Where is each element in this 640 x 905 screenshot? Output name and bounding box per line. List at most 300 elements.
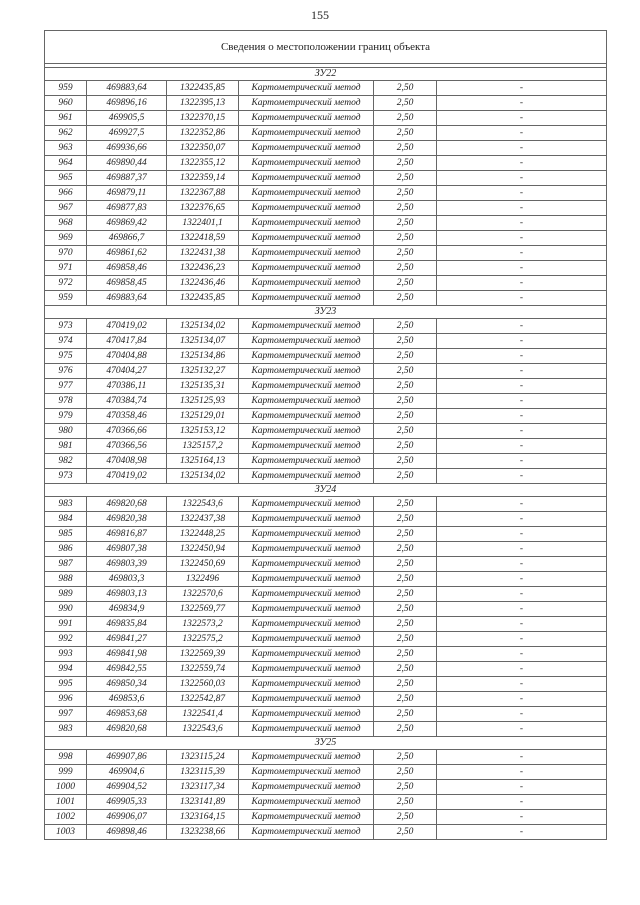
point-number-cell: 966	[45, 186, 87, 201]
description-cell: -	[437, 216, 607, 231]
method-cell: Картометрический метод	[239, 825, 374, 840]
point-number-cell: 973	[45, 469, 87, 484]
accuracy-cell: 2,50	[374, 469, 437, 484]
method-cell: Картометрический метод	[239, 96, 374, 111]
method-cell: Картометрический метод	[239, 186, 374, 201]
table-row	[45, 111, 607, 126]
x-coordinate-cell: 470386,11	[87, 379, 167, 394]
y-coordinate-cell: 1322560,03	[167, 677, 239, 692]
accuracy-cell: 2,50	[374, 647, 437, 662]
point-number-cell: 968	[45, 216, 87, 231]
table-row	[45, 677, 607, 692]
y-coordinate-cell: 1322359,14	[167, 171, 239, 186]
table-row	[45, 810, 607, 825]
x-coordinate-cell: 469841,27	[87, 632, 167, 647]
x-coordinate-cell: 469803,3	[87, 572, 167, 587]
point-number-cell: 1001	[45, 795, 87, 810]
point-number-cell: 961	[45, 111, 87, 126]
table-row	[45, 469, 607, 484]
point-number-cell: 962	[45, 126, 87, 141]
accuracy-cell: 2,50	[374, 454, 437, 469]
point-number-cell: 982	[45, 454, 87, 469]
x-coordinate-cell: 470419,02	[87, 469, 167, 484]
y-coordinate-cell: 1322575,2	[167, 632, 239, 647]
x-coordinate-cell: 469842,55	[87, 662, 167, 677]
method-cell: Картометрический метод	[239, 692, 374, 707]
y-coordinate-cell: 1322450,94	[167, 542, 239, 557]
table-title-row	[45, 31, 607, 64]
table-row	[45, 291, 607, 306]
x-coordinate-cell: 469904,52	[87, 780, 167, 795]
description-cell: -	[437, 795, 607, 810]
point-number-cell: 984	[45, 512, 87, 527]
method-cell: Картометрический метод	[239, 409, 374, 424]
x-coordinate-cell: 469906,07	[87, 810, 167, 825]
description-cell: -	[437, 186, 607, 201]
point-number-cell: 959	[45, 291, 87, 306]
table-row	[45, 647, 607, 662]
method-cell: Картометрический метод	[239, 156, 374, 171]
y-coordinate-cell: 1322418,59	[167, 231, 239, 246]
y-coordinate-cell: 1323164,15	[167, 810, 239, 825]
accuracy-cell: 2,50	[374, 587, 437, 602]
y-coordinate-cell: 1322435,85	[167, 291, 239, 306]
method-cell: Картометрический метод	[239, 632, 374, 647]
point-number-cell: 972	[45, 276, 87, 291]
y-coordinate-cell: 1322569,39	[167, 647, 239, 662]
y-coordinate-cell: 1322448,25	[167, 527, 239, 542]
y-coordinate-cell: 1323117,34	[167, 780, 239, 795]
accuracy-cell: 2,50	[374, 111, 437, 126]
description-cell: -	[437, 677, 607, 692]
description-cell: -	[437, 364, 607, 379]
description-cell: -	[437, 96, 607, 111]
x-coordinate-cell: 469807,38	[87, 542, 167, 557]
y-coordinate-cell: 1325134,07	[167, 334, 239, 349]
y-coordinate-cell: 1322542,87	[167, 692, 239, 707]
x-coordinate-cell: 469850,34	[87, 677, 167, 692]
accuracy-cell: 2,50	[374, 186, 437, 201]
x-coordinate-cell: 469834,9	[87, 602, 167, 617]
table-row	[45, 527, 607, 542]
point-number-cell: 974	[45, 334, 87, 349]
accuracy-cell: 2,50	[374, 662, 437, 677]
x-coordinate-cell: 470408,98	[87, 454, 167, 469]
method-cell: Картометрический метод	[239, 424, 374, 439]
x-coordinate-cell: 469816,87	[87, 527, 167, 542]
description-cell: -	[437, 469, 607, 484]
x-coordinate-cell: 469853,68	[87, 707, 167, 722]
description-cell: -	[437, 750, 607, 765]
method-cell: Картометрический метод	[239, 261, 374, 276]
y-coordinate-cell: 1322355,12	[167, 156, 239, 171]
description-cell: -	[437, 334, 607, 349]
method-cell: Картометрический метод	[239, 349, 374, 364]
section-title: ЗУ25	[45, 737, 607, 750]
y-coordinate-cell: 1322350,07	[167, 141, 239, 156]
method-cell: Картометрический метод	[239, 795, 374, 810]
accuracy-cell: 2,50	[374, 722, 437, 737]
description-cell: -	[437, 291, 607, 306]
x-coordinate-cell: 469905,5	[87, 111, 167, 126]
method-cell: Картометрический метод	[239, 126, 374, 141]
description-cell: -	[437, 722, 607, 737]
point-number-cell: 993	[45, 647, 87, 662]
table-row	[45, 497, 607, 512]
accuracy-cell: 2,50	[374, 276, 437, 291]
description-cell: -	[437, 201, 607, 216]
method-cell: Картометрический метод	[239, 319, 374, 334]
method-cell: Картометрический метод	[239, 662, 374, 677]
point-number-cell: 997	[45, 707, 87, 722]
description-cell: -	[437, 81, 607, 96]
section-header-row	[45, 68, 607, 81]
y-coordinate-cell: 1322435,85	[167, 81, 239, 96]
x-coordinate-cell: 469861,62	[87, 246, 167, 261]
y-coordinate-cell: 1322436,23	[167, 261, 239, 276]
accuracy-cell: 2,50	[374, 424, 437, 439]
point-number-cell: 985	[45, 527, 87, 542]
description-cell: -	[437, 126, 607, 141]
accuracy-cell: 2,50	[374, 439, 437, 454]
x-coordinate-cell: 469820,38	[87, 512, 167, 527]
method-cell: Картометрический метод	[239, 141, 374, 156]
point-number-cell: 981	[45, 439, 87, 454]
accuracy-cell: 2,50	[374, 765, 437, 780]
point-number-cell: 1002	[45, 810, 87, 825]
method-cell: Картометрический метод	[239, 334, 374, 349]
accuracy-cell: 2,50	[374, 795, 437, 810]
description-cell: -	[437, 527, 607, 542]
method-cell: Картометрический метод	[239, 647, 374, 662]
description-cell: -	[437, 557, 607, 572]
table-row	[45, 216, 607, 231]
point-number-cell: 960	[45, 96, 87, 111]
y-coordinate-cell: 1325134,86	[167, 349, 239, 364]
section-title: ЗУ24	[45, 484, 607, 497]
table-row	[45, 201, 607, 216]
x-coordinate-cell: 469927,5	[87, 126, 167, 141]
table-row	[45, 246, 607, 261]
table-row	[45, 409, 607, 424]
point-number-cell: 979	[45, 409, 87, 424]
point-number-cell: 983	[45, 722, 87, 737]
accuracy-cell: 2,50	[374, 617, 437, 632]
accuracy-cell: 2,50	[374, 261, 437, 276]
table-row	[45, 126, 607, 141]
x-coordinate-cell: 469820,68	[87, 497, 167, 512]
y-coordinate-cell: 1322541,4	[167, 707, 239, 722]
point-number-cell: 996	[45, 692, 87, 707]
point-number-cell: 971	[45, 261, 87, 276]
table-row	[45, 602, 607, 617]
table-row	[45, 587, 607, 602]
x-coordinate-cell: 469877,83	[87, 201, 167, 216]
x-coordinate-cell: 469841,98	[87, 647, 167, 662]
method-cell: Картометрический метод	[239, 231, 374, 246]
x-coordinate-cell: 469803,39	[87, 557, 167, 572]
method-cell: Картометрический метод	[239, 617, 374, 632]
y-coordinate-cell: 1322543,6	[167, 722, 239, 737]
accuracy-cell: 2,50	[374, 677, 437, 692]
description-cell: -	[437, 141, 607, 156]
section-title: ЗУ22	[45, 68, 607, 81]
x-coordinate-cell: 470404,27	[87, 364, 167, 379]
method-cell: Картометрический метод	[239, 394, 374, 409]
point-number-cell: 963	[45, 141, 87, 156]
table-row	[45, 454, 607, 469]
accuracy-cell: 2,50	[374, 602, 437, 617]
y-coordinate-cell: 1322450,69	[167, 557, 239, 572]
method-cell: Картометрический метод	[239, 497, 374, 512]
accuracy-cell: 2,50	[374, 201, 437, 216]
accuracy-cell: 2,50	[374, 216, 437, 231]
point-number-cell: 983	[45, 497, 87, 512]
accuracy-cell: 2,50	[374, 171, 437, 186]
table-row	[45, 617, 607, 632]
accuracy-cell: 2,50	[374, 527, 437, 542]
description-cell: -	[437, 319, 607, 334]
method-cell: Картометрический метод	[239, 379, 374, 394]
method-cell: Картометрический метод	[239, 677, 374, 692]
y-coordinate-cell: 1323141,89	[167, 795, 239, 810]
method-cell: Картометрический метод	[239, 201, 374, 216]
accuracy-cell: 2,50	[374, 231, 437, 246]
y-coordinate-cell: 1322352,86	[167, 126, 239, 141]
y-coordinate-cell: 1325134,02	[167, 319, 239, 334]
method-cell: Картометрический метод	[239, 291, 374, 306]
x-coordinate-cell: 469896,16	[87, 96, 167, 111]
accuracy-cell: 2,50	[374, 141, 437, 156]
point-number-cell: 978	[45, 394, 87, 409]
method-cell: Картометрический метод	[239, 542, 374, 557]
point-number-cell: 1003	[45, 825, 87, 840]
description-cell: -	[437, 497, 607, 512]
description-cell: -	[437, 512, 607, 527]
y-coordinate-cell: 1323238,66	[167, 825, 239, 840]
point-number-cell: 975	[45, 349, 87, 364]
accuracy-cell: 2,50	[374, 632, 437, 647]
y-coordinate-cell: 1322559,74	[167, 662, 239, 677]
description-cell: -	[437, 424, 607, 439]
method-cell: Картометрический метод	[239, 602, 374, 617]
method-cell: Картометрический метод	[239, 469, 374, 484]
method-cell: Картометрический метод	[239, 439, 374, 454]
table-row	[45, 231, 607, 246]
x-coordinate-cell: 470404,88	[87, 349, 167, 364]
method-cell: Картометрический метод	[239, 216, 374, 231]
description-cell: -	[437, 647, 607, 662]
accuracy-cell: 2,50	[374, 319, 437, 334]
point-number-cell: 994	[45, 662, 87, 677]
description-cell: -	[437, 454, 607, 469]
point-number-cell: 987	[45, 557, 87, 572]
x-coordinate-cell: 470384,74	[87, 394, 167, 409]
x-coordinate-cell: 469858,46	[87, 261, 167, 276]
accuracy-cell: 2,50	[374, 126, 437, 141]
description-cell: -	[437, 780, 607, 795]
accuracy-cell: 2,50	[374, 409, 437, 424]
description-cell: -	[437, 692, 607, 707]
y-coordinate-cell: 1325129,01	[167, 409, 239, 424]
accuracy-cell: 2,50	[374, 379, 437, 394]
point-number-cell: 964	[45, 156, 87, 171]
x-coordinate-cell: 470366,66	[87, 424, 167, 439]
x-coordinate-cell: 469853,6	[87, 692, 167, 707]
method-cell: Картометрический метод	[239, 111, 374, 126]
table-row	[45, 557, 607, 572]
description-cell: -	[437, 617, 607, 632]
x-coordinate-cell: 470419,02	[87, 319, 167, 334]
table-row	[45, 349, 607, 364]
accuracy-cell: 2,50	[374, 780, 437, 795]
y-coordinate-cell: 1325164,13	[167, 454, 239, 469]
y-coordinate-cell: 1322367,88	[167, 186, 239, 201]
description-cell: -	[437, 542, 607, 557]
point-number-cell: 980	[45, 424, 87, 439]
table-row	[45, 141, 607, 156]
point-number-cell: 988	[45, 572, 87, 587]
method-cell: Картометрический метод	[239, 810, 374, 825]
table-row	[45, 379, 607, 394]
y-coordinate-cell: 1325135,31	[167, 379, 239, 394]
x-coordinate-cell: 469905,33	[87, 795, 167, 810]
method-cell: Картометрический метод	[239, 572, 374, 587]
x-coordinate-cell: 469883,64	[87, 81, 167, 96]
table-row	[45, 512, 607, 527]
y-coordinate-cell: 1325134,02	[167, 469, 239, 484]
accuracy-cell: 2,50	[374, 364, 437, 379]
table-row	[45, 707, 607, 722]
description-cell: -	[437, 246, 607, 261]
x-coordinate-cell: 469820,68	[87, 722, 167, 737]
accuracy-cell: 2,50	[374, 810, 437, 825]
description-cell: -	[437, 632, 607, 647]
accuracy-cell: 2,50	[374, 825, 437, 840]
method-cell: Картометрический метод	[239, 276, 374, 291]
table-row	[45, 276, 607, 291]
method-cell: Картометрический метод	[239, 81, 374, 96]
description-cell: -	[437, 587, 607, 602]
accuracy-cell: 2,50	[374, 349, 437, 364]
y-coordinate-cell: 1322401,1	[167, 216, 239, 231]
y-coordinate-cell: 1322569,77	[167, 602, 239, 617]
point-number-cell: 976	[45, 364, 87, 379]
y-coordinate-cell: 1325132,27	[167, 364, 239, 379]
point-number-cell: 992	[45, 632, 87, 647]
y-coordinate-cell: 1322431,38	[167, 246, 239, 261]
point-number-cell: 999	[45, 765, 87, 780]
table-row	[45, 662, 607, 677]
description-cell: -	[437, 707, 607, 722]
x-coordinate-cell: 469858,45	[87, 276, 167, 291]
table-title: Сведения о местоположении границ объекта	[45, 31, 607, 64]
table-row	[45, 795, 607, 810]
description-cell: -	[437, 261, 607, 276]
table-row	[45, 364, 607, 379]
method-cell: Картометрический метод	[239, 750, 374, 765]
description-cell: -	[437, 602, 607, 617]
section-header-row	[45, 484, 607, 497]
x-coordinate-cell: 470417,84	[87, 334, 167, 349]
section-header-row	[45, 737, 607, 750]
point-number-cell: 977	[45, 379, 87, 394]
page-number: 155	[311, 8, 329, 22]
y-coordinate-cell: 1323115,24	[167, 750, 239, 765]
point-number-cell: 990	[45, 602, 87, 617]
x-coordinate-cell: 470358,46	[87, 409, 167, 424]
point-number-cell: 998	[45, 750, 87, 765]
y-coordinate-cell: 1322370,15	[167, 111, 239, 126]
method-cell: Картометрический метод	[239, 765, 374, 780]
accuracy-cell: 2,50	[374, 291, 437, 306]
boundary-table	[44, 30, 607, 840]
table-row	[45, 96, 607, 111]
accuracy-cell: 2,50	[374, 394, 437, 409]
method-cell: Картометрический метод	[239, 557, 374, 572]
description-cell: -	[437, 171, 607, 186]
accuracy-cell: 2,50	[374, 557, 437, 572]
method-cell: Картометрический метод	[239, 780, 374, 795]
point-number-cell: 995	[45, 677, 87, 692]
section-title: ЗУ23	[45, 306, 607, 319]
x-coordinate-cell: 469803,13	[87, 587, 167, 602]
y-coordinate-cell: 1322496	[167, 572, 239, 587]
table-row	[45, 780, 607, 795]
description-cell: -	[437, 379, 607, 394]
accuracy-cell: 2,50	[374, 572, 437, 587]
y-coordinate-cell: 1322573,2	[167, 617, 239, 632]
description-cell: -	[437, 439, 607, 454]
method-cell: Картометрический метод	[239, 722, 374, 737]
description-cell: -	[437, 276, 607, 291]
table-row	[45, 750, 607, 765]
y-coordinate-cell: 1322395,13	[167, 96, 239, 111]
y-coordinate-cell: 1325125,93	[167, 394, 239, 409]
description-cell: -	[437, 572, 607, 587]
x-coordinate-cell: 469907,86	[87, 750, 167, 765]
x-coordinate-cell: 469869,42	[87, 216, 167, 231]
description-cell: -	[437, 825, 607, 840]
method-cell: Картометрический метод	[239, 512, 374, 527]
y-coordinate-cell: 1322436,46	[167, 276, 239, 291]
y-coordinate-cell: 1322437,38	[167, 512, 239, 527]
table-row	[45, 394, 607, 409]
y-coordinate-cell: 1323115,39	[167, 765, 239, 780]
accuracy-cell: 2,50	[374, 334, 437, 349]
y-coordinate-cell: 1322376,65	[167, 201, 239, 216]
table-row	[45, 542, 607, 557]
accuracy-cell: 2,50	[374, 707, 437, 722]
x-coordinate-cell: 469835,84	[87, 617, 167, 632]
x-coordinate-cell: 469879,11	[87, 186, 167, 201]
table-row	[45, 334, 607, 349]
description-cell: -	[437, 765, 607, 780]
method-cell: Картометрический метод	[239, 707, 374, 722]
y-coordinate-cell: 1322543,6	[167, 497, 239, 512]
point-number-cell: 965	[45, 171, 87, 186]
accuracy-cell: 2,50	[374, 542, 437, 557]
accuracy-cell: 2,50	[374, 750, 437, 765]
table-row	[45, 171, 607, 186]
table-row	[45, 825, 607, 840]
accuracy-cell: 2,50	[374, 81, 437, 96]
point-number-cell: 1000	[45, 780, 87, 795]
description-cell: -	[437, 349, 607, 364]
table-row	[45, 424, 607, 439]
point-number-cell: 991	[45, 617, 87, 632]
point-number-cell: 959	[45, 81, 87, 96]
